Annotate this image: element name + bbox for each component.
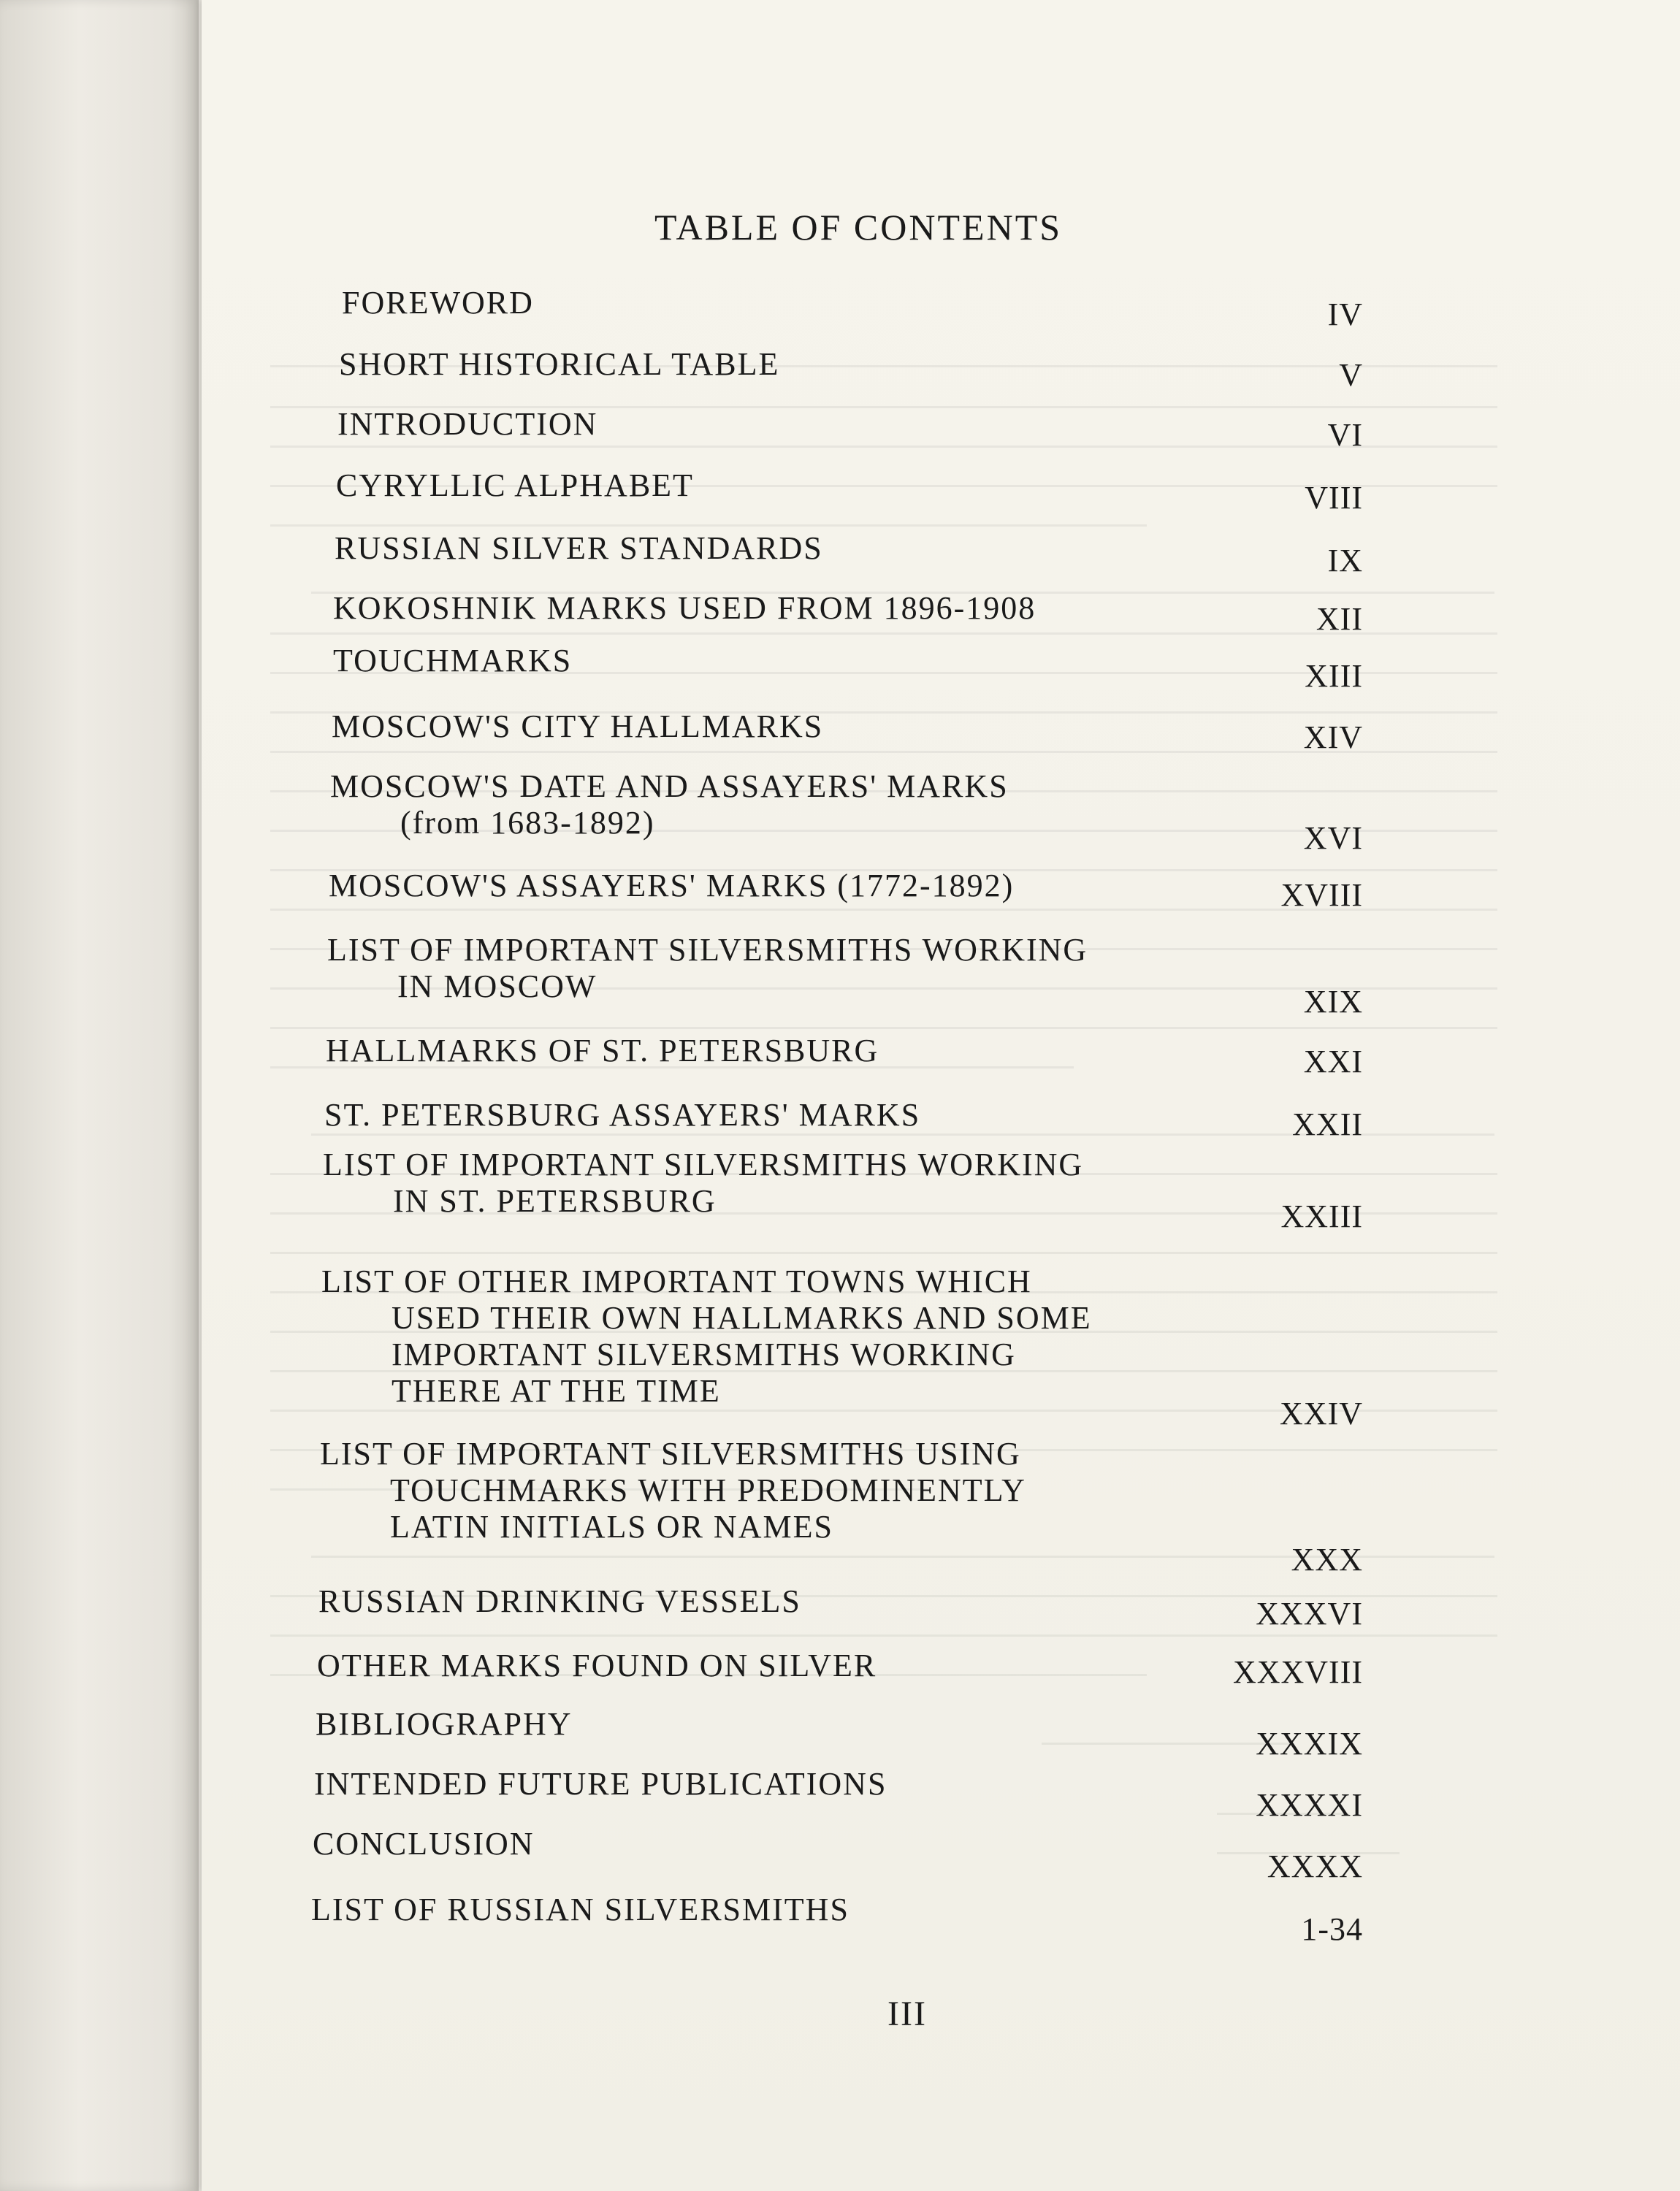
toc-page-number: XIV bbox=[1303, 719, 1363, 755]
toc-entry-title-continued: USED THEIR OWN HALLMARKS AND SOME bbox=[392, 1300, 1092, 1336]
toc-entry bbox=[329, 868, 1014, 904]
toc-page-number: XXIV bbox=[1280, 1396, 1363, 1431]
toc-entry-title: TOUCHMARKS bbox=[333, 643, 573, 678]
toc-entry-title: LIST OF IMPORTANT SILVERSMITHS USING bbox=[320, 1436, 1021, 1472]
toc-page-number: XIX bbox=[1303, 984, 1363, 1020]
toc-page-number: XXIII bbox=[1280, 1198, 1363, 1234]
toc-entry-title: KOKOSHNIK MARKS USED FROM 1896-1908 bbox=[333, 590, 1036, 626]
toc-entry-title: CYRYLLIC ALPHABET bbox=[336, 467, 694, 503]
facing-page-edge bbox=[0, 0, 199, 2191]
book-page bbox=[202, 0, 1680, 2191]
toc-entry bbox=[337, 406, 597, 443]
toc-page-number: XXII bbox=[1292, 1106, 1363, 1142]
toc-entry bbox=[313, 1826, 535, 1862]
page-title: TABLE OF CONTENTS bbox=[654, 207, 1063, 248]
toc-entry bbox=[327, 932, 1088, 1005]
show-through-reverse-page bbox=[202, 0, 1680, 2191]
toc-page-number: XXX bbox=[1291, 1542, 1363, 1578]
toc-entry-title: INTENDED FUTURE PUBLICATIONS bbox=[314, 1766, 887, 1802]
toc-page-number: XXXIX bbox=[1256, 1726, 1363, 1762]
toc-page-number: XXXXI bbox=[1256, 1787, 1363, 1823]
toc-entry bbox=[320, 1436, 1026, 1545]
toc-entry bbox=[342, 285, 534, 321]
toc-entry bbox=[316, 1706, 573, 1743]
toc-entry-title-continued: THERE AT THE TIME bbox=[392, 1373, 721, 1409]
toc-entry bbox=[330, 768, 1009, 841]
toc-entry-title: LIST OF IMPORTANT SILVERSMITHS WORKING bbox=[327, 932, 1088, 968]
toc-entry-title: MOSCOW'S ASSAYERS' MARKS (1772-1892) bbox=[329, 868, 1015, 903]
toc-entry-title-continued: LATIN INITIALS OR NAMES bbox=[390, 1509, 833, 1545]
toc-entry-title: LIST OF OTHER IMPORTANT TOWNS WHICH bbox=[321, 1263, 1032, 1299]
toc-entry-title-continued: IN MOSCOW bbox=[397, 968, 597, 1004]
toc-entry-title: INTRODUCTION bbox=[337, 406, 598, 442]
toc-page-number: XII bbox=[1316, 601, 1363, 637]
toc-page-number: IX bbox=[1327, 543, 1363, 578]
toc-page-number: VI bbox=[1327, 417, 1363, 453]
toc-entry-title-continued: (from 1683-1892) bbox=[400, 805, 655, 841]
page-number: III bbox=[887, 1995, 927, 2033]
toc-entry-title: SHORT HISTORICAL TABLE bbox=[339, 346, 780, 382]
toc-entry-title: OTHER MARKS FOUND ON SILVER bbox=[317, 1648, 877, 1683]
toc-entry bbox=[323, 1147, 1083, 1220]
toc-entry-title-continued: IN ST. PETERSBURG bbox=[393, 1183, 717, 1219]
toc-entry-title: MOSCOW'S CITY HALLMARKS bbox=[332, 708, 824, 744]
toc-entry bbox=[317, 1648, 877, 1684]
toc-page-number: XXXX bbox=[1267, 1848, 1363, 1884]
toc-entry bbox=[333, 643, 572, 679]
toc-page-number: XIII bbox=[1305, 658, 1363, 694]
toc-entry bbox=[318, 1583, 801, 1620]
toc-page-number: XVIII bbox=[1280, 877, 1363, 913]
toc-entry-title: HALLMARKS OF ST. PETERSBURG bbox=[326, 1033, 879, 1068]
toc-entry-title: RUSSIAN DRINKING VESSELS bbox=[318, 1583, 801, 1619]
toc-entry bbox=[335, 530, 823, 567]
toc-entry bbox=[326, 1033, 879, 1069]
toc-entry bbox=[332, 708, 823, 745]
toc-entry bbox=[333, 590, 1036, 627]
toc-entry-title: ST. PETERSBURG ASSAYERS' MARKS bbox=[324, 1097, 921, 1133]
toc-entry-title-continued: IMPORTANT SILVERSMITHS WORKING bbox=[392, 1337, 1016, 1372]
toc-entry-title-continued: TOUCHMARKS WITH PREDOMINENTLY bbox=[390, 1472, 1026, 1508]
toc-page-number: 1-34 bbox=[1301, 1911, 1363, 1947]
toc-page-number: VIII bbox=[1305, 480, 1363, 516]
toc-page-number: IV bbox=[1327, 297, 1363, 332]
toc-entry-title: LIST OF IMPORTANT SILVERSMITHS WORKING bbox=[323, 1147, 1084, 1182]
toc-page-number: XXI bbox=[1303, 1044, 1363, 1079]
toc-entry bbox=[324, 1097, 920, 1133]
toc-entry bbox=[314, 1766, 887, 1802]
toc-entry bbox=[336, 467, 694, 504]
toc-page-number: V bbox=[1339, 357, 1363, 393]
toc-entry-title: LIST OF RUSSIAN SILVERSMITHS bbox=[311, 1892, 849, 1927]
toc-entry-title: FOREWORD bbox=[342, 285, 534, 321]
toc-entry-title: MOSCOW'S DATE AND ASSAYERS' MARKS bbox=[330, 768, 1009, 804]
toc-page-number: XXXVIII bbox=[1232, 1654, 1363, 1690]
toc-entry bbox=[321, 1263, 1092, 1410]
toc-entry-title: CONCLUSION bbox=[313, 1826, 535, 1862]
toc-entry-title: BIBLIOGRAPHY bbox=[316, 1706, 573, 1742]
toc-page-number: XXXVI bbox=[1256, 1596, 1363, 1632]
toc-entry-title: RUSSIAN SILVER STANDARDS bbox=[335, 530, 823, 566]
toc-entry bbox=[339, 346, 779, 383]
toc-entry bbox=[311, 1892, 849, 1928]
toc-page-number: XVI bbox=[1303, 820, 1363, 856]
